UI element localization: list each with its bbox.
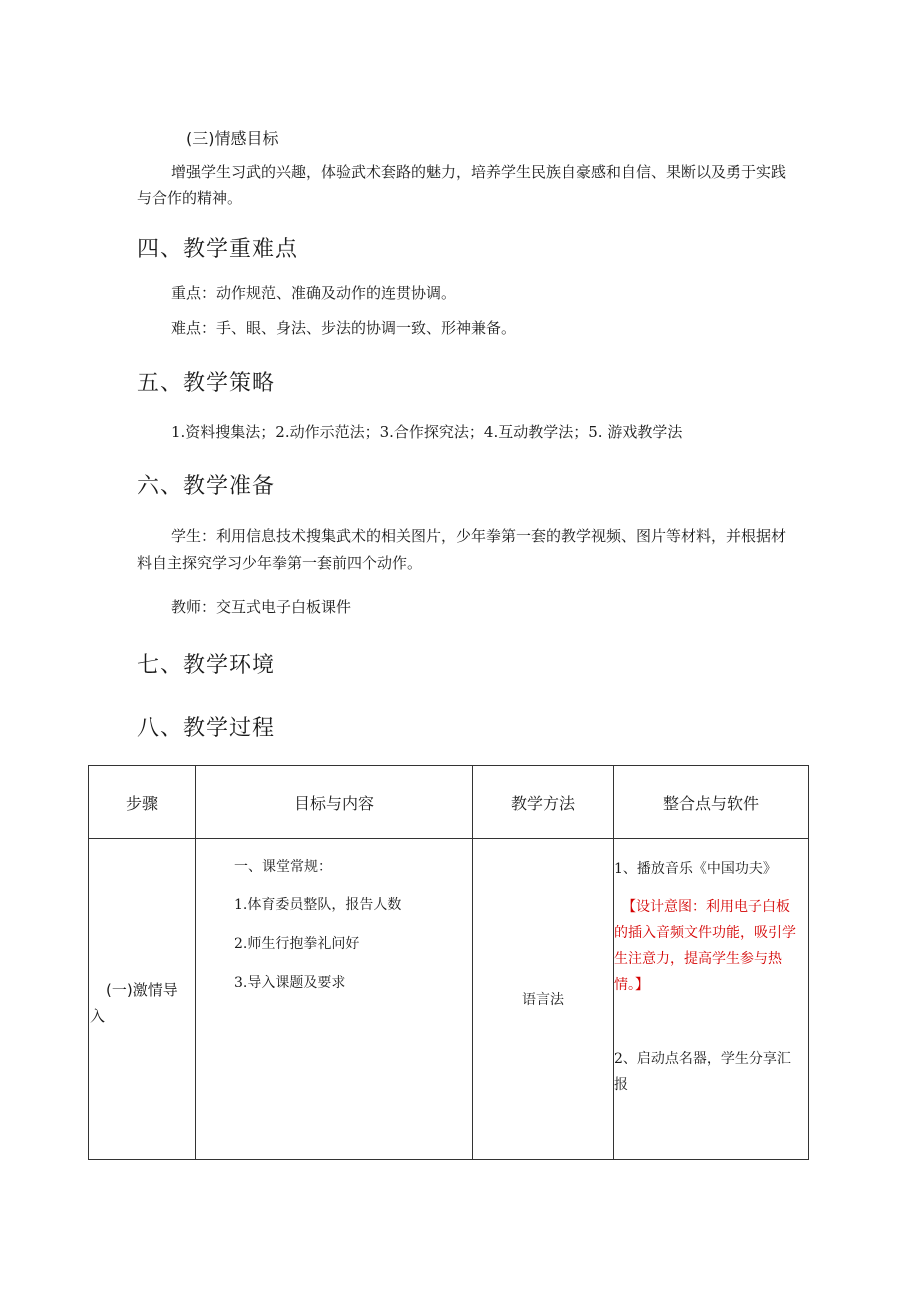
design-intent-line1: 【设计意图：利用电子白板: [622, 899, 790, 915]
preparation-student-line2: 料自主探究学习少年拳第一套前四个动作。: [137, 554, 423, 572]
method-label: 语言法: [522, 992, 564, 1008]
affective-goal-heading: (三)情感目标: [186, 129, 279, 148]
affective-goal-text-line1: 增强学生习武的兴趣，体验武术套路的魅力，培养学生民族自豪感和自信、果断以及勇于实践: [171, 163, 787, 181]
design-intent-line3: 生注意力，提高学生参与热: [614, 951, 782, 967]
strategy-text: 1.资料搜集法；2.动作示范法；3.合作探究法；4.互动教学法；5. 游戏教学法: [171, 423, 683, 441]
step-label-line2: 入: [90, 1007, 106, 1025]
step-label-line1: (一)激情导: [106, 981, 178, 999]
affective-goal-text-line2: 与合作的精神。: [137, 189, 243, 207]
method-cell: [473, 839, 614, 1160]
strategy-heading: 五、教学策略: [137, 371, 276, 396]
header-step: 步骤: [89, 766, 196, 839]
preparation-student-line1: 学生：利用信息技术搜集武术的相关图片，少年拳第一套的教学视频、图片等材料，并根据材: [171, 527, 787, 545]
content-item-0: 一、课堂常规：: [234, 859, 332, 875]
tools-cell: [614, 839, 809, 1160]
design-intent-line4: 情。】: [614, 977, 649, 993]
process-heading: 八、教学过程: [137, 716, 276, 741]
content-cell: [196, 839, 473, 1160]
header-tools: 整合点与软件: [614, 766, 809, 839]
table-row: [89, 839, 809, 1160]
key-points-heading: 四、教学重难点: [137, 237, 299, 262]
environment-heading: 七、教学环境: [137, 653, 276, 678]
content-item-1: 1.体育委员整队，报告人数: [234, 897, 402, 913]
content-item-3: 3.导入课题及要求: [234, 975, 346, 991]
table-header-row: [89, 766, 809, 839]
key-points-focus: 重点：动作规范、准确及动作的连贯协调。: [171, 284, 457, 302]
step-cell: [89, 839, 196, 1160]
key-points-difficulty: 难点：手、眼、身法、步法的协调一致、形神兼备。: [171, 319, 517, 337]
tool-item-rollcall-line1: 2、启动点名器，学生分享汇: [614, 1051, 791, 1067]
header-content: 目标与内容: [196, 766, 473, 839]
header-method: 教学方法: [473, 766, 614, 839]
content-item-2: 2.师生行抱拳礼问好: [234, 936, 360, 952]
step-label: [89, 977, 189, 1029]
tool-item-rollcall-line2: 报: [614, 1077, 628, 1093]
design-intent-line2: 的插入音频文件功能，吸引学: [614, 925, 796, 941]
preparation-heading: 六、教学准备: [137, 474, 276, 499]
teaching-process-table: [88, 765, 809, 1160]
tool-item-music: 1、播放音乐《中国功夫》: [614, 861, 777, 877]
preparation-teacher: 教师：交互式电子白板课件: [171, 598, 352, 616]
